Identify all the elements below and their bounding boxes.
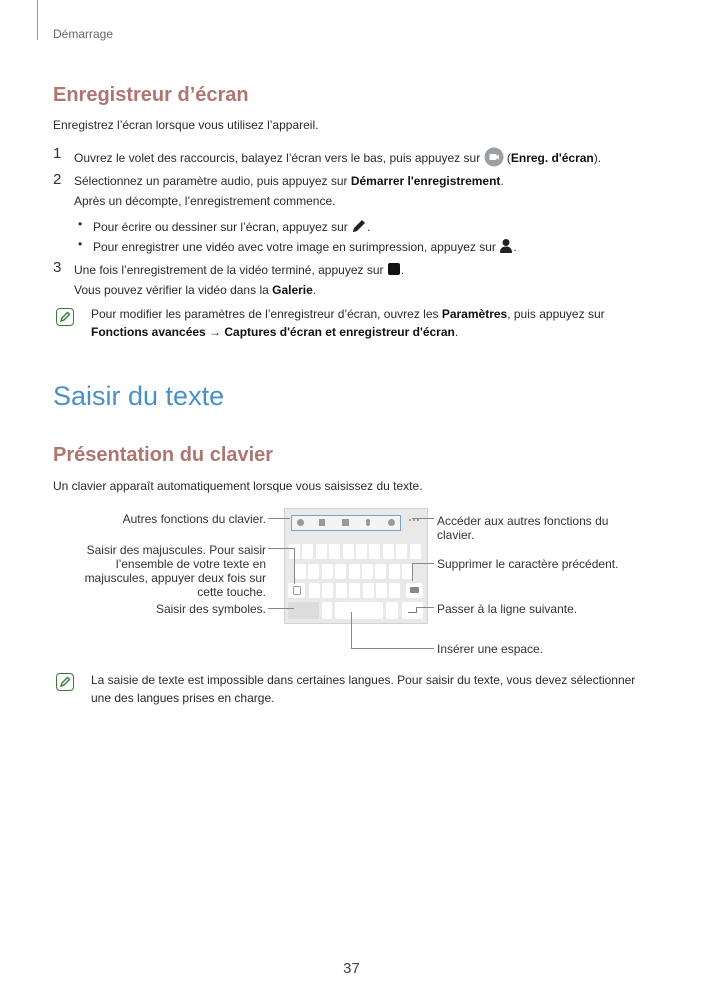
letter-key <box>376 583 387 598</box>
letter-key <box>363 583 374 598</box>
callout-line <box>412 563 413 581</box>
more-icon <box>409 519 419 523</box>
step-1-text: Ouvrez le volet des raccourcis, balayez l’écran vers le bas, puis appuyez sur (Enreg. d'écran). <box>74 147 601 171</box>
callout-line <box>412 563 434 564</box>
bullet-marker: • <box>78 237 83 251</box>
callout-new-line: Passer à la ligne suivante. <box>437 602 578 616</box>
letter-key <box>383 544 394 559</box>
letter-key <box>336 583 347 598</box>
callout-line <box>416 607 434 608</box>
margin-rule <box>37 0 38 40</box>
note-1-line-1: Pour modifier les paramètres de l’enregistreur d’écran, ouvrez les Paramètres, puis appuyez sur <box>91 307 605 321</box>
bullet-marker: • <box>78 217 83 231</box>
mic-icon <box>366 519 370 526</box>
letter-key <box>295 564 306 579</box>
callout-line <box>351 612 352 648</box>
callout-line <box>351 648 434 649</box>
backspace-key <box>406 583 423 598</box>
callout-other-functions: Autres fonctions du clavier. <box>122 512 266 526</box>
letter-key <box>309 583 320 598</box>
section-intro: Enregistrez l’écran lorsque vous utilisez l’appareil. <box>53 118 319 132</box>
person-icon <box>499 238 513 258</box>
keyboard-illustration <box>284 508 428 624</box>
step-number: 2 <box>53 171 62 188</box>
callout-line <box>268 608 294 609</box>
space-key <box>335 602 383 619</box>
step-2-text: Sélectionnez un paramètre audio, puis appuyez sur Démarrer l'enregistrement. <box>74 174 504 188</box>
letter-key <box>369 544 380 559</box>
screen-recorder-icon <box>484 147 504 171</box>
chapter-title: Saisir du texte <box>53 381 225 411</box>
letter-key <box>396 544 407 559</box>
shift-icon <box>293 586 301 595</box>
comma-key <box>322 602 332 619</box>
letter-key <box>349 564 360 579</box>
letter-key <box>410 544 421 559</box>
emoji-icon <box>297 519 304 526</box>
letter-key <box>362 564 373 579</box>
letter-key <box>316 544 327 559</box>
section-intro: Un clavier apparaît automatiquement lorsque vous saisissez du texte. <box>53 479 423 493</box>
letter-key <box>389 564 400 579</box>
shift-key <box>288 583 305 598</box>
callout-capitals: Saisir des majuscules. Pour saisir l’ensemble de votre texte en majuscules, appuyer deux fois sur cette touche. <box>84 543 266 599</box>
step-number: 3 <box>53 259 62 276</box>
page-number: 37 <box>343 960 360 977</box>
step-3-text: Une fois l’enregistrement de la vidéo terminé, appuyez sur . <box>74 262 404 280</box>
note-icon <box>56 308 74 326</box>
step-3-line-2: Vous pouvez vérifier la vidéo dans la Galerie. <box>74 283 317 297</box>
letter-key <box>343 544 354 559</box>
enter-key <box>402 602 423 619</box>
callout-more-functions: Accéder aux autres fonctions du clavier. <box>437 514 609 542</box>
letter-key <box>308 564 319 579</box>
letter-key <box>329 544 340 559</box>
note-icon <box>56 673 74 691</box>
letter-key <box>302 544 313 559</box>
letter-key <box>349 583 360 598</box>
letter-key <box>335 564 346 579</box>
pen-icon <box>351 218 367 238</box>
note-2: La saisie de texte est impossible dans certaines langues. Pour saisir du texte, vous devez sélectionner une des langues prises en charge. <box>91 673 636 705</box>
bullet-2-text: Pour enregistrer une vidéo avec votre image en surimpression, appuyez sur . <box>93 238 517 258</box>
letter-key <box>356 544 367 559</box>
callout-line <box>294 548 295 584</box>
callout-symbols: Saisir des symboles. <box>155 602 266 616</box>
symbols-key <box>288 602 319 619</box>
gif-icon <box>342 519 349 526</box>
sticker-icon <box>319 519 325 526</box>
note-1-line-2: Fonctions avancées → Captures d'écran et enregistreur d'écran. <box>91 325 459 339</box>
letter-key <box>375 564 386 579</box>
stop-icon <box>387 262 401 280</box>
letter-key <box>322 564 333 579</box>
callout-space: Insérer une espace. <box>437 642 544 656</box>
settings-icon <box>388 519 395 526</box>
backspace-icon <box>410 587 419 593</box>
keyboard-toolbar <box>291 515 401 531</box>
callout-line <box>412 518 434 519</box>
callout-line <box>268 518 290 519</box>
period-key <box>386 602 398 619</box>
callout-line <box>268 548 294 549</box>
breadcrumb: Démarrage <box>53 27 114 41</box>
step-number: 1 <box>53 145 62 162</box>
step-2-line-2: Après un décompte, l’enregistrement commence. <box>74 194 336 208</box>
section-title-screen-recorder: Enregistreur d’écran <box>53 84 249 106</box>
bullet-1-text: Pour écrire ou dessiner sur l’écran, appuyez sur . <box>93 218 370 238</box>
letter-key <box>322 583 333 598</box>
section-title-keyboard: Présentation du clavier <box>53 444 274 466</box>
callout-delete: Supprimer le caractère précédent. <box>437 557 619 571</box>
letter-key <box>389 583 400 598</box>
